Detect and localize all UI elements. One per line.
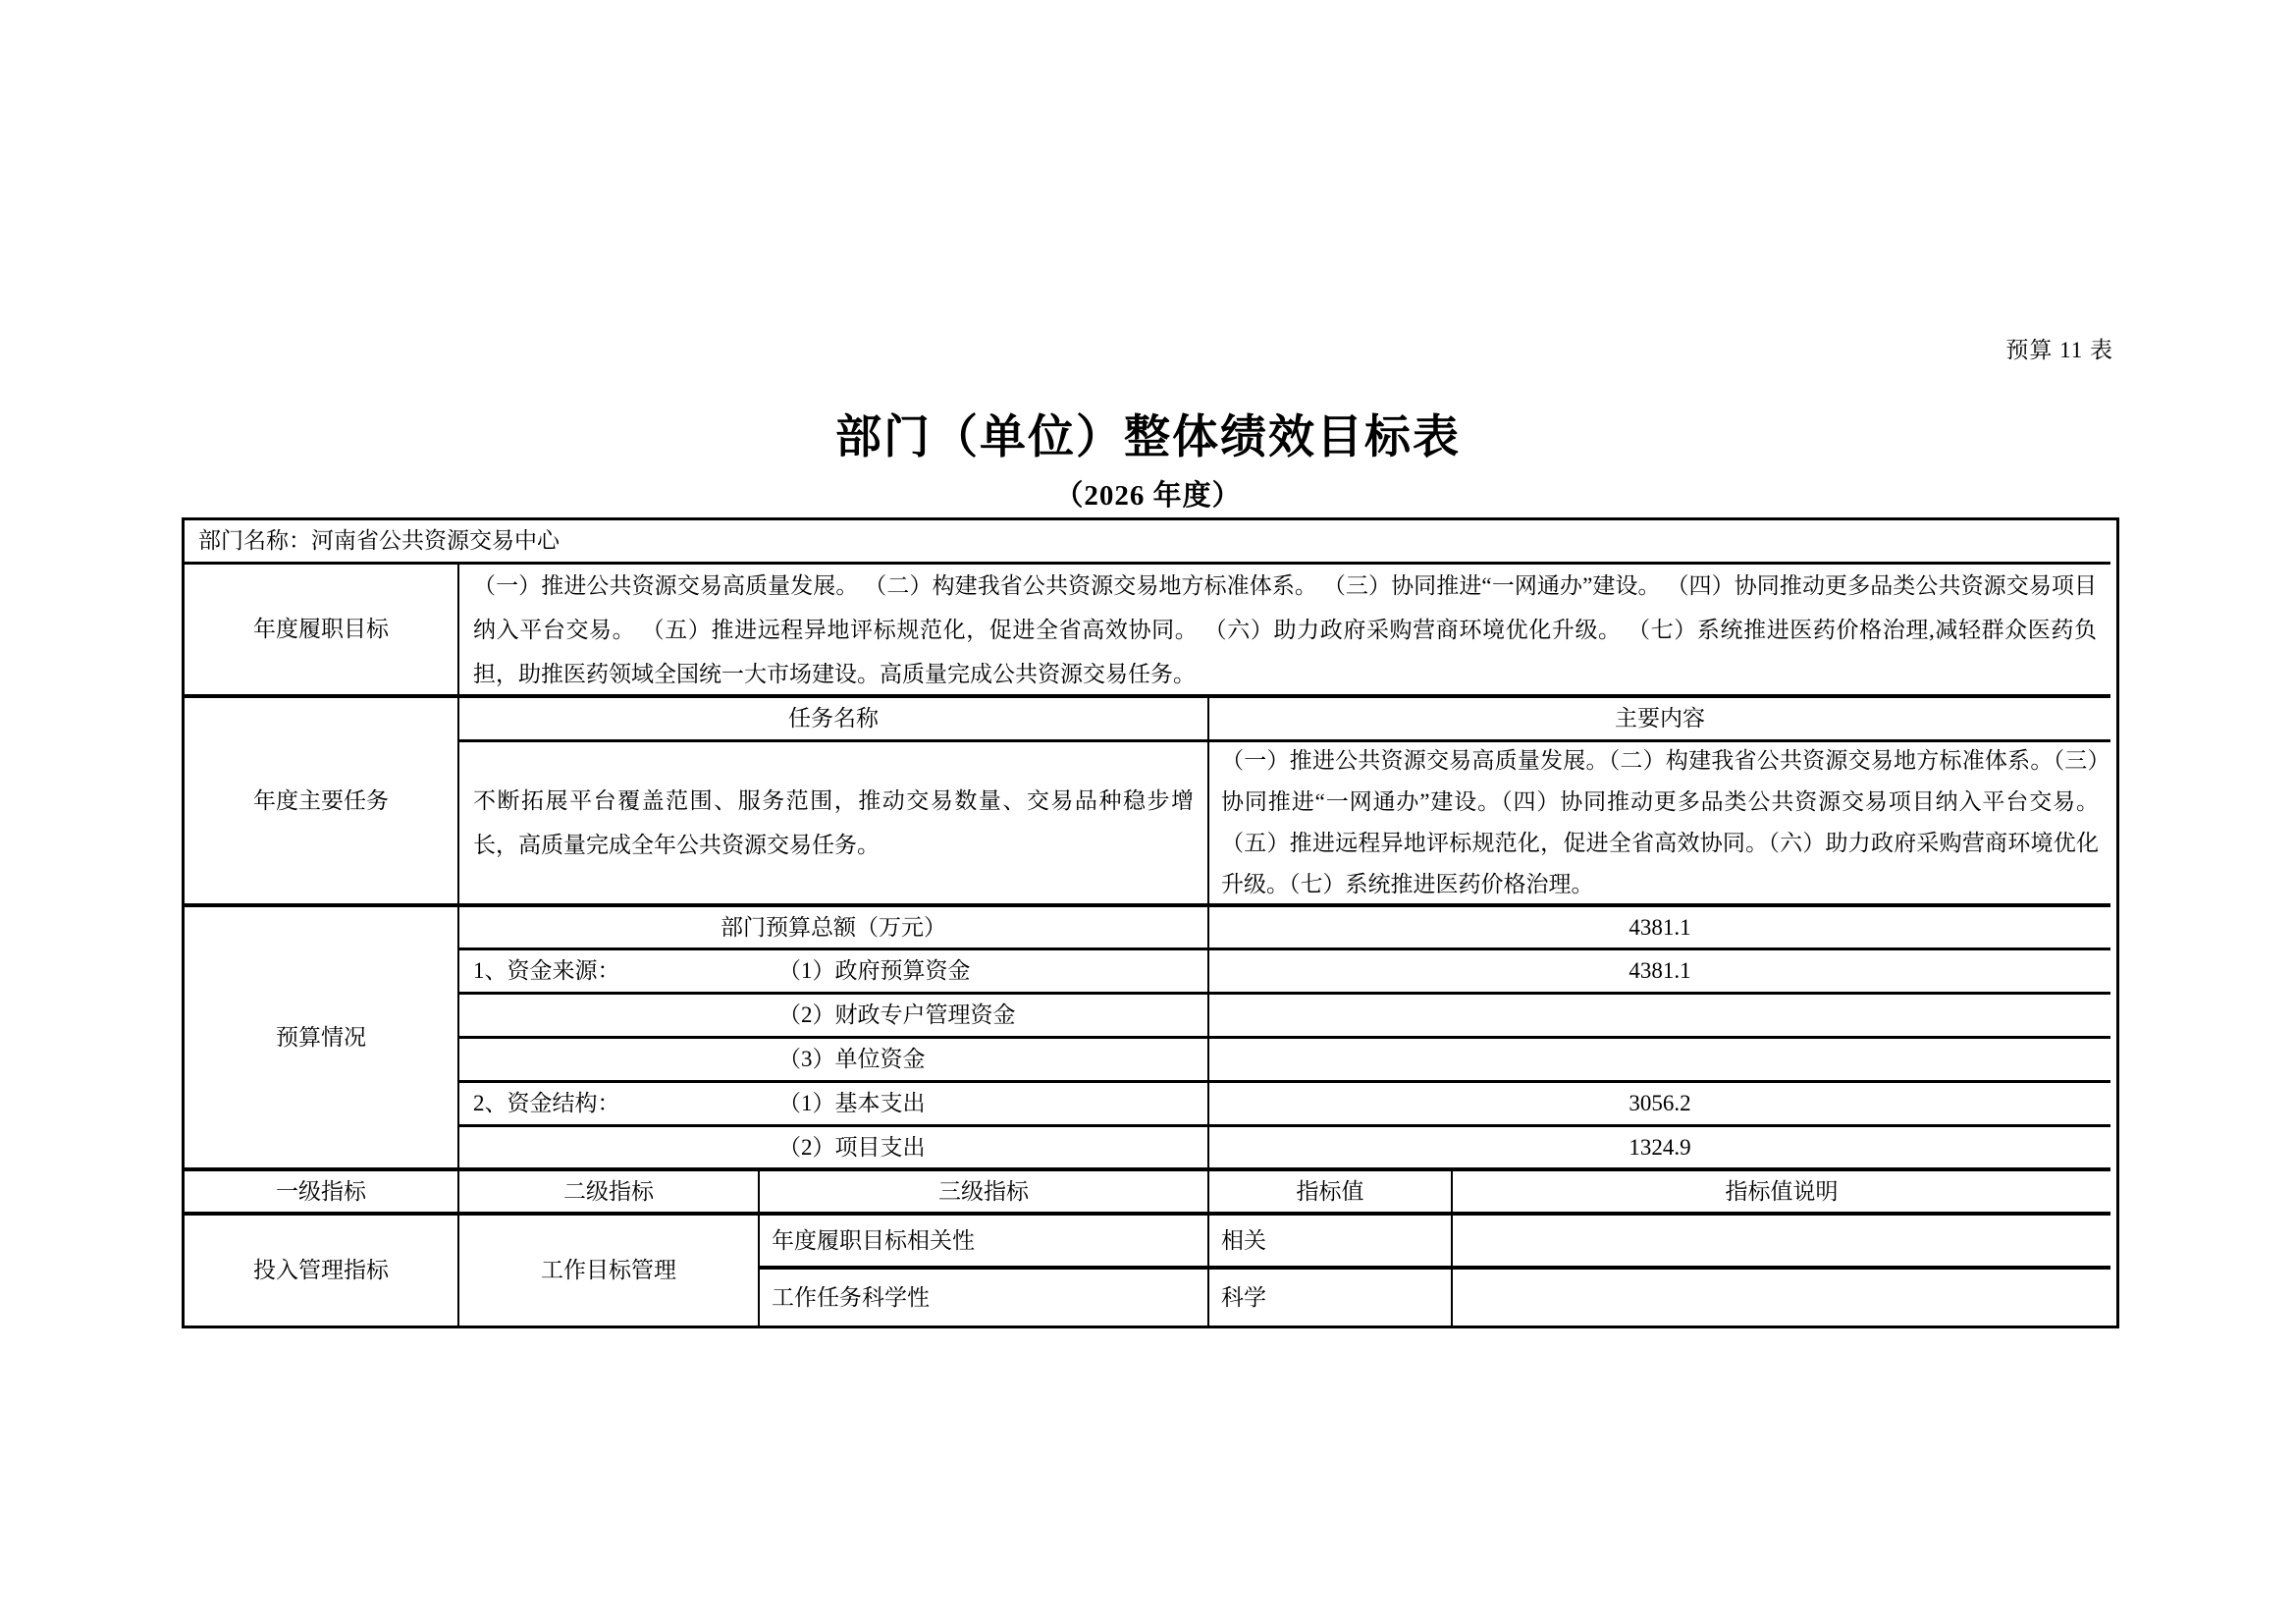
budget-item-label: （3）单位资金 bbox=[778, 1047, 926, 1071]
indicator-level3-cell: 年度履职目标相关性 bbox=[760, 1216, 1209, 1270]
budget-group-label: 1、资金来源： bbox=[473, 958, 620, 983]
budget-row-source-2-value bbox=[1209, 995, 2110, 1039]
budget-row-source-2 bbox=[459, 995, 1209, 1039]
indicator-value-cell: 相关 bbox=[1209, 1216, 1453, 1270]
indicator-level3-cell: 工作任务科学性 bbox=[760, 1270, 1209, 1326]
indicator-note-cell bbox=[1453, 1216, 2110, 1270]
budget-item-label: （2）财政专户管理资金 bbox=[778, 1002, 1016, 1027]
main-content-header: 主要内容 bbox=[1209, 698, 2110, 742]
budget-group-label: 2、资金结构： bbox=[473, 1091, 620, 1115]
budget-row-structure-1 bbox=[459, 1083, 1209, 1127]
budget-row-structure-2-value: 1324.9 bbox=[1209, 1127, 2110, 1171]
task-name-header: 任务名称 bbox=[459, 698, 1209, 742]
indicator-header-level1: 一级指标 bbox=[185, 1171, 459, 1216]
page-title: 部门（单位）整体绩效目标表 bbox=[835, 410, 1461, 462]
indicator-header-value: 指标值 bbox=[1209, 1171, 1453, 1216]
budget-total-label: 部门预算总额（万元） bbox=[459, 907, 1209, 950]
budget-total-value: 4381.1 bbox=[1209, 907, 2110, 950]
indicator-header-note: 指标值说明 bbox=[1453, 1171, 2110, 1216]
dept-name-cell: 部门名称：河南省公共资源交易中心 bbox=[185, 520, 2110, 565]
budget-label: 预算情况 bbox=[185, 907, 459, 1171]
budget-item-label: （1）政府预算资金 bbox=[778, 958, 971, 983]
main-content-cell bbox=[1209, 742, 2110, 907]
indicator-value-cell: 科学 bbox=[1209, 1270, 1453, 1326]
task-name-cell bbox=[459, 742, 1209, 907]
budget-row-source-1 bbox=[459, 950, 1209, 995]
annual-duty-text: （一）推进公共资源交易高质量发展。 （二）构建我省公共资源交易地方标准体系。 （三）协同推进“一网通办”建设。 （四）协同推动更多品类公共资源交易项目纳入平台交易。 （五）推进远程异地评标规范化，促进全省高效协同。 （六）助力政府采购营商环境优化升级。 （七）系统推进医药价格治理,减轻群众医药负担，助推医药领域全国统一大市场建设。高质量完成公共资源交易任务。 bbox=[473, 572, 2097, 686]
indicator-level1-cell: 投入管理指标 bbox=[185, 1216, 459, 1326]
budget-row-source-3 bbox=[459, 1039, 1209, 1083]
indicator-level2-cell: 工作目标管理 bbox=[459, 1216, 760, 1326]
indicator-header-level3: 三级指标 bbox=[760, 1171, 1209, 1216]
budget-row-source-1-value: 4381.1 bbox=[1209, 950, 2110, 995]
task-name-text: 不断拓展平台覆盖范围、服务范围，推动交易数量、交易品种稳步增长，高质量完成全年公共资源交易任务。 bbox=[473, 788, 1194, 857]
annual-tasks-label: 年度主要任务 bbox=[185, 698, 459, 907]
budget-row-structure-2 bbox=[459, 1127, 1209, 1171]
indicator-header-level2: 二级指标 bbox=[459, 1171, 760, 1216]
performance-target-table bbox=[182, 517, 2119, 1328]
budget-row-source-3-value bbox=[1209, 1039, 2110, 1083]
corner-note: 预算 11 表 bbox=[2005, 338, 2113, 362]
budget-item-label: （1）基本支出 bbox=[778, 1091, 926, 1115]
annual-duty-content bbox=[459, 565, 2110, 698]
indicator-note-cell bbox=[1453, 1270, 2110, 1326]
main-content-text: （一）推进公共资源交易高质量发展。（二）构建我省公共资源交易地方标准体系。（三）协同推进“一网通办”建设。（四）协同推动更多品类公共资源交易项目纳入平台交易。（五）推进远程异地评标规范化，促进全省高效协同。（六）助力政府采购营商环境优化升级。（七）系统推进医药价格治理。 bbox=[1221, 748, 2099, 896]
budget-item-label: （2）项目支出 bbox=[778, 1134, 926, 1160]
budget-row-structure-1-value: 3056.2 bbox=[1209, 1083, 2110, 1127]
annual-duty-label: 年度履职目标 bbox=[185, 565, 459, 698]
page-subtitle: （2026 年度） bbox=[1054, 480, 1242, 512]
